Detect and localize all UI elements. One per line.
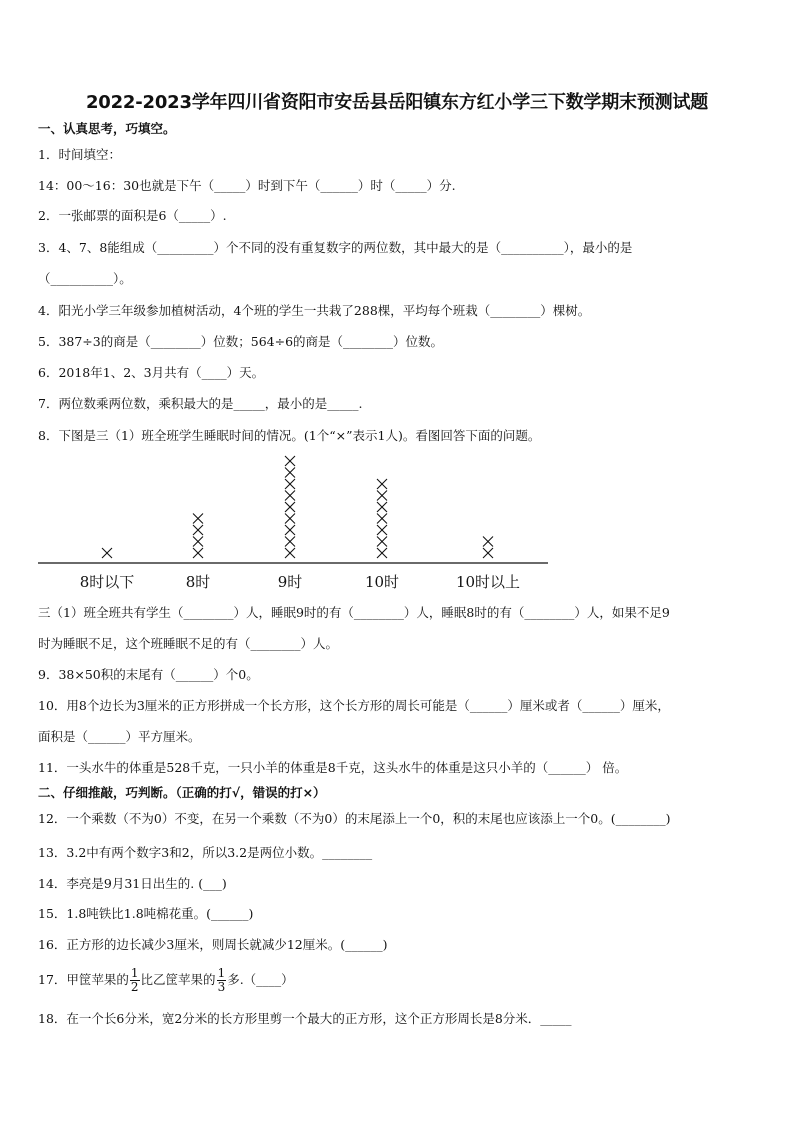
question-17-part-3: 多.（____） — [227, 972, 294, 987]
plot-cross-mark — [377, 514, 387, 524]
question-6: 6．2018年1、2、3月共有（____）天。 — [38, 365, 265, 380]
plot-cross-mark — [285, 514, 295, 524]
question-9: 9．38×50积的末尾有（______）个0。 — [38, 667, 259, 682]
question-3-line-2: （__________）。 — [38, 271, 132, 286]
question-13: 13．3.2中有两个数字3和2，所以3.2是两位小数。________ — [38, 845, 373, 860]
plot-category-label: 9时 — [277, 573, 303, 591]
question-10-line-2: 面积是（______）平方厘米。 — [38, 729, 201, 744]
plot-cross-mark — [285, 525, 295, 535]
question-15: 15．1.8吨铁比1.8吨棉花重。(______) — [38, 906, 254, 921]
plot-cross-mark — [193, 514, 203, 524]
plot-cross-mark — [377, 537, 387, 547]
plot-cross-mark — [377, 491, 387, 501]
plot-cross-mark — [377, 502, 387, 512]
question-14: 14．李亮是9月31日出生的. (___) — [38, 876, 227, 891]
plot-cross-mark — [285, 456, 295, 466]
plot-cross-mark — [193, 525, 203, 535]
fraction-2-numerator: 1 — [217, 966, 226, 980]
plot-cross-mark — [285, 537, 295, 547]
plot-cross-mark — [193, 548, 203, 558]
question-10-line-1: 10．用8个边长为3厘米的正方形拼成一个长方形，这个长方形的周长可能是（______）厘米或者（______）厘米， — [38, 698, 670, 713]
sleep-time-line-plot — [0, 445, 794, 595]
fraction-1-denominator: 2 — [130, 980, 139, 994]
question-2: 2．一张邮票的面积是6（_____）. — [38, 208, 227, 223]
question-5: 5．387÷3的商是（________）位数；564÷6的商是（________）位数。 — [38, 334, 444, 349]
plot-cross-mark — [377, 479, 387, 489]
question-3-line-1: 3．4、7、8能组成（_________）个不同的没有重复数字的两位数，其中最大的是（__________），最小的是 — [38, 240, 633, 255]
question-8-line-2: 三（1）班全班共有学生（________）人，睡眠9时的有（________）人，睡眠8时的有（________）人，如果不足9 — [38, 605, 670, 620]
plot-cross-mark — [377, 548, 387, 558]
plot-cross-mark — [102, 548, 112, 558]
fraction-2-denominator: 3 — [217, 980, 226, 994]
plot-cross-mark — [285, 468, 295, 478]
section-heading-2: 二、仔细推敲，巧判断。（正确的打√，错误的打×） — [38, 785, 326, 800]
section-heading-1: 一、认真思考，巧填空。 — [38, 121, 176, 136]
plot-cross-mark — [377, 525, 387, 535]
question-1-label: 1．时间填空： — [38, 147, 121, 162]
plot-cross-mark — [285, 491, 295, 501]
question-16: 16．正方形的边长减少3厘米，则周长就减少12厘米。(______) — [38, 937, 388, 952]
question-17-part-1: 17．甲筐苹果的 — [38, 972, 129, 987]
question-7: 7．两位数乘两位数，乘积最大的是_____，最小的是_____. — [38, 396, 363, 411]
question-1-text: 14：00～16：30也就是下午（_____）时到下午（______）时（_____）分. — [38, 178, 456, 193]
question-17 — [38, 966, 294, 994]
fraction-one-third — [217, 967, 227, 994]
plot-cross-mark — [483, 548, 493, 558]
plot-cross-mark — [193, 537, 203, 547]
plot-category-label: 8时以下 — [79, 573, 135, 591]
question-8-line-3: 时为睡眠不足，这个班睡眠不足的有（________）人。 — [38, 636, 339, 651]
fraction-1-numerator: 1 — [130, 966, 139, 980]
question-18: 18．在一个长6分米，宽2分米的长方形里剪一个最大的正方形，这个正方形周长是8分米．_____ — [38, 1011, 572, 1026]
question-8: 8．下图是三（1）班全班学生睡眠时间的情况。(1个“×”表示1人)。看图回答下面的问题。 — [38, 428, 541, 443]
question-4: 4．阳光小学三年级参加植树活动，4个班的学生一共栽了288棵，平均每个班栽（________）棵树。 — [38, 303, 591, 318]
plot-cross-mark — [285, 548, 295, 558]
question-11: 11．一头水牛的体重是528千克，一只小羊的体重是8千克，这头水牛的体重是这只小羊的（______） 倍。 — [38, 760, 628, 775]
plot-cross-mark — [483, 537, 493, 547]
plot-category-label: 10时 — [364, 573, 400, 591]
plot-category-label: 8时 — [185, 573, 211, 591]
fraction-one-half — [130, 967, 140, 994]
plot-cross-mark — [285, 502, 295, 512]
plot-category-label: 10时以上 — [455, 573, 521, 591]
question-12: 12．一个乘数（不为0）不变，在另一个乘数（不为0）的末尾添上一个0，积的末尾也应该添上一个0。(________) — [38, 811, 671, 826]
question-17-part-2: 比乙筐苹果的 — [140, 972, 216, 987]
page-title: 2022-2023学年四川省资阳市安岳县岳阳镇东方红小学三下数学期末预测试题 — [85, 92, 709, 113]
plot-cross-mark — [285, 479, 295, 489]
